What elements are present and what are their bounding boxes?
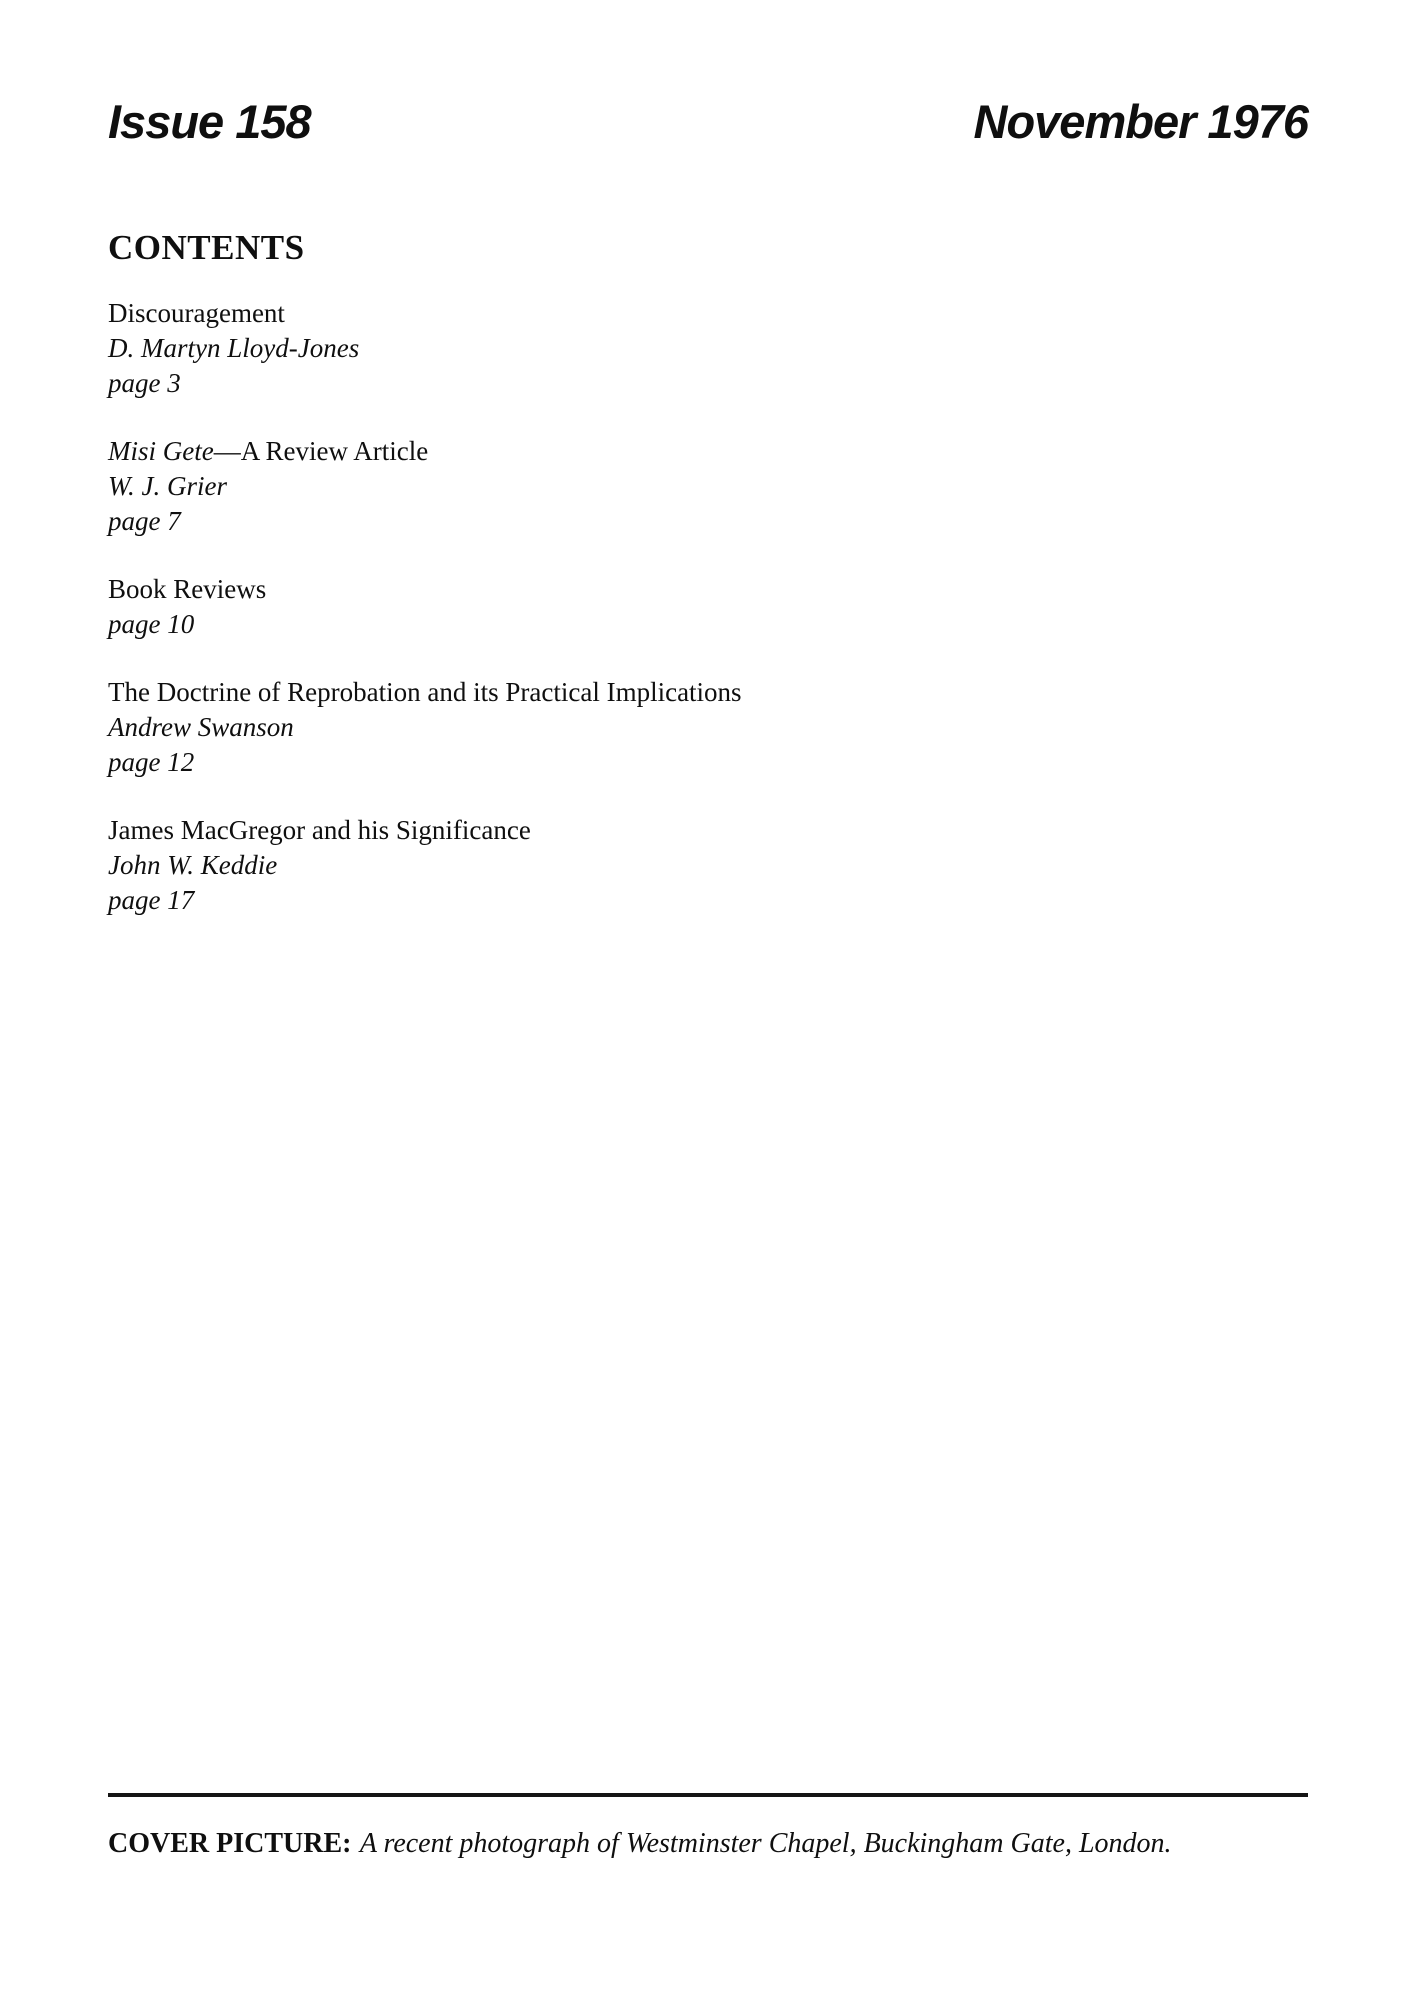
- toc-entry: [108, 572, 1308, 642]
- toc-entry-title: [108, 572, 1308, 607]
- toc-entry-title-roman-part: —A Review Article: [213, 436, 429, 466]
- toc-entry: [108, 675, 1308, 780]
- toc-entry-title-roman-part: Discouragement: [108, 298, 285, 328]
- toc-entry-title-roman-part: Book Reviews: [108, 574, 267, 604]
- toc-entry-author: W. J. Grier: [108, 471, 227, 501]
- toc-list: [108, 296, 1308, 951]
- toc-entry-author: Andrew Swanson: [108, 712, 294, 742]
- cover-picture-line: [108, 1826, 1308, 1861]
- toc-entry-page: page 17: [108, 885, 195, 915]
- issue-number: Issue 158: [108, 95, 311, 148]
- toc-entry-page: page 7: [108, 506, 181, 536]
- toc-entry: [108, 296, 1308, 401]
- toc-entry-title-roman-part: James MacGregor and his Significance: [108, 815, 531, 845]
- toc-entry-title-italic-part: Misi Gete: [108, 436, 214, 466]
- masthead: [108, 94, 1308, 149]
- toc-entry-title: [108, 675, 1308, 710]
- toc-entry: [108, 434, 1308, 539]
- cover-picture-label: COVER PICTURE:: [108, 1828, 352, 1859]
- toc-entry-title-roman-part: The Doctrine of Reprobation and its Practical Implications: [108, 677, 742, 707]
- toc-entry-title: [108, 813, 1308, 848]
- toc-entry-page: page 3: [108, 368, 181, 398]
- cover-picture-caption: A recent photograph of Westminster Chapel, Buckingham Gate, London.: [359, 1828, 1172, 1859]
- issue-date: November 1976: [973, 95, 1308, 148]
- toc-entry-page: page 10: [108, 609, 195, 639]
- toc-entry-title: [108, 434, 1308, 469]
- toc-entry-title: [108, 296, 1308, 331]
- toc-entry-page: page 12: [108, 747, 195, 777]
- footer-rule: [108, 1793, 1308, 1797]
- contents-heading: CONTENTS: [108, 228, 305, 267]
- toc-entry: [108, 813, 1308, 918]
- toc-entry-author: D. Martyn Lloyd-Jones: [108, 333, 360, 363]
- toc-entry-author: John W. Keddie: [108, 850, 278, 880]
